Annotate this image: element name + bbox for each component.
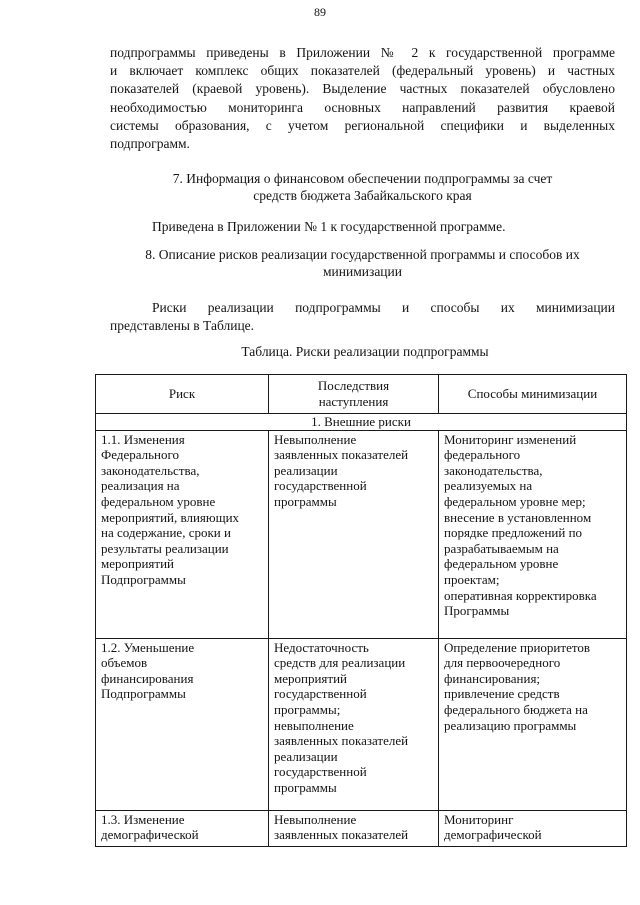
cell-text-line: Подпрограммы	[101, 686, 186, 702]
table-header-row	[96, 375, 627, 414]
table-row	[96, 638, 627, 810]
section-7-heading	[110, 170, 615, 204]
header-consequences	[269, 375, 439, 414]
header-mitigation	[439, 375, 627, 414]
cell-risk	[96, 638, 269, 810]
cell-text-line: порядке предложений по	[444, 525, 583, 541]
cell-text-line: заявленных показателей	[274, 447, 409, 463]
table-caption: Таблица. Риски реализации подпрограммы	[241, 344, 489, 359]
cell-text-line: федеральном уровне	[444, 556, 559, 572]
header-text: Последствия	[317, 378, 390, 394]
cell-text-line: Невыполнение	[274, 811, 357, 827]
cell-text-line: на содержание, сроки и	[101, 525, 231, 541]
cell-text-line: внесение в установленном	[444, 509, 592, 525]
section-external-risks: 1. Внешние риски	[96, 414, 627, 431]
cell-text-line: Программы	[444, 603, 510, 619]
cell-text-line: невыполнение	[274, 717, 354, 733]
cell-text-line: федерального бюджета на	[444, 701, 588, 717]
cell-text-line: заявленных показателей	[274, 733, 409, 749]
header-text: Риск	[168, 386, 196, 402]
cell-text-line: для первоочередного	[444, 655, 561, 671]
cell-text-line: мероприятий, влияющих	[101, 509, 240, 525]
cell-text-line: 1.2. Уменьшение	[101, 639, 195, 655]
cell-text-line: государственной	[274, 686, 367, 702]
cell-text-line: 1.1. Изменения	[101, 431, 185, 447]
cell-text-line: программы	[274, 779, 337, 795]
cell-text-line: финансирования	[101, 670, 194, 686]
cell-text-line: законодательства,	[444, 462, 543, 478]
cell-text-line: мероприятий	[101, 556, 174, 572]
cell-text-line: федеральном уровне	[101, 493, 216, 509]
table-row	[96, 810, 627, 846]
cell-risk	[96, 430, 269, 638]
header-text: Способы минимизации	[467, 386, 598, 402]
cell-text-line: Мониторинг	[444, 811, 514, 827]
cell-text-line: реализации	[274, 748, 338, 764]
cell-text-line: заявленных показателей	[274, 827, 409, 843]
cell-text-line: Мониторинг изменений	[444, 431, 577, 447]
cell-text-line: объемов	[101, 655, 148, 671]
paragraph-line: представлены в Таблице.	[110, 318, 255, 334]
cell-text-line: 1.3. Изменение	[101, 811, 185, 827]
cell-text-line: средств для реализации	[274, 655, 406, 671]
paragraph-line: необходимостью мониторинга основных направлений развития краевой	[110, 99, 615, 115]
paragraph-line: и включает комплекс общих показателей (федеральный уровень) и частных	[110, 63, 615, 79]
cell-mitigation	[439, 810, 627, 846]
cell-mitigation	[439, 638, 627, 810]
table-row	[96, 430, 627, 638]
cell-text-line: реализация на	[101, 478, 180, 494]
cell-text-line: программы;	[274, 701, 341, 717]
cell-text-line: федеральном уровне мер;	[444, 493, 586, 509]
cell-text-line: государственной	[274, 764, 367, 780]
cell-text-line: результаты реализации	[101, 540, 229, 556]
cell-text-line: реализуемых на	[444, 478, 533, 494]
cell-text-line: реализации	[274, 462, 338, 478]
section-7-text: Приведена в Приложении № 1 к государственной программе.	[152, 219, 506, 234]
paragraph-line: системы образования, с учетом региональной специфики и выделенных	[110, 117, 615, 133]
cell-text-line: проектам;	[444, 571, 500, 587]
heading-line: 7. Информация о финансовом обеспечении подпрограммы за счет	[172, 171, 553, 186]
cell-text-line: привлечение средств	[444, 686, 560, 702]
cell-risk	[96, 810, 269, 846]
cell-text-line: оперативная корректировка	[444, 587, 597, 603]
cell-text-line: государственной	[274, 478, 367, 494]
cell-text-line: Недостаточность	[274, 639, 369, 655]
cell-consequence	[269, 430, 439, 638]
cell-text-line: Невыполнение	[274, 431, 357, 447]
page-number: 89	[314, 5, 326, 19]
cell-text-line: Федерального	[101, 447, 180, 463]
cell-text-line: разрабатываемым на	[444, 540, 559, 556]
paragraph-line: подпрограмм.	[110, 136, 190, 152]
cell-text-line: финансирования;	[444, 670, 541, 686]
table-section-row	[96, 414, 627, 431]
cell-text-line: мероприятий	[274, 670, 347, 686]
cell-text-line: реализацию программы	[444, 717, 577, 733]
cell-mitigation	[439, 430, 627, 638]
cell-text-line: законодательства,	[101, 462, 200, 478]
cell-text-line: федерального	[444, 447, 521, 463]
heading-line: 8. Описание рисков реализации государственной программы и способов их	[145, 247, 580, 262]
header-text: наступления	[318, 394, 389, 409]
paragraph-line: Риски реализации подпрограммы и способы их минимизации	[152, 300, 615, 315]
cell-text-line: демографической	[444, 827, 542, 843]
heading-line: средств бюджета Забайкальского края	[253, 188, 472, 203]
header-risk	[96, 375, 269, 414]
cell-text-line: демографической	[101, 827, 199, 843]
heading-line: минимизации	[323, 264, 402, 279]
cell-text-line: Подпрограммы	[101, 571, 186, 587]
paragraph-subprogram-indicators	[110, 44, 615, 153]
cell-text-line: программы	[274, 493, 337, 509]
cell-consequence	[269, 810, 439, 846]
paragraph-line: подпрограммы приведены в Приложении № 2 к государственной программе	[110, 45, 615, 60]
section-8-heading	[110, 246, 615, 280]
risks-table	[95, 374, 627, 847]
cell-consequence	[269, 638, 439, 810]
section-8-text	[110, 299, 615, 335]
cell-text-line: Определение приоритетов	[444, 639, 590, 655]
paragraph-line: показателей (краевой уровень). Выделение частных показателей обусловлено	[110, 81, 615, 97]
